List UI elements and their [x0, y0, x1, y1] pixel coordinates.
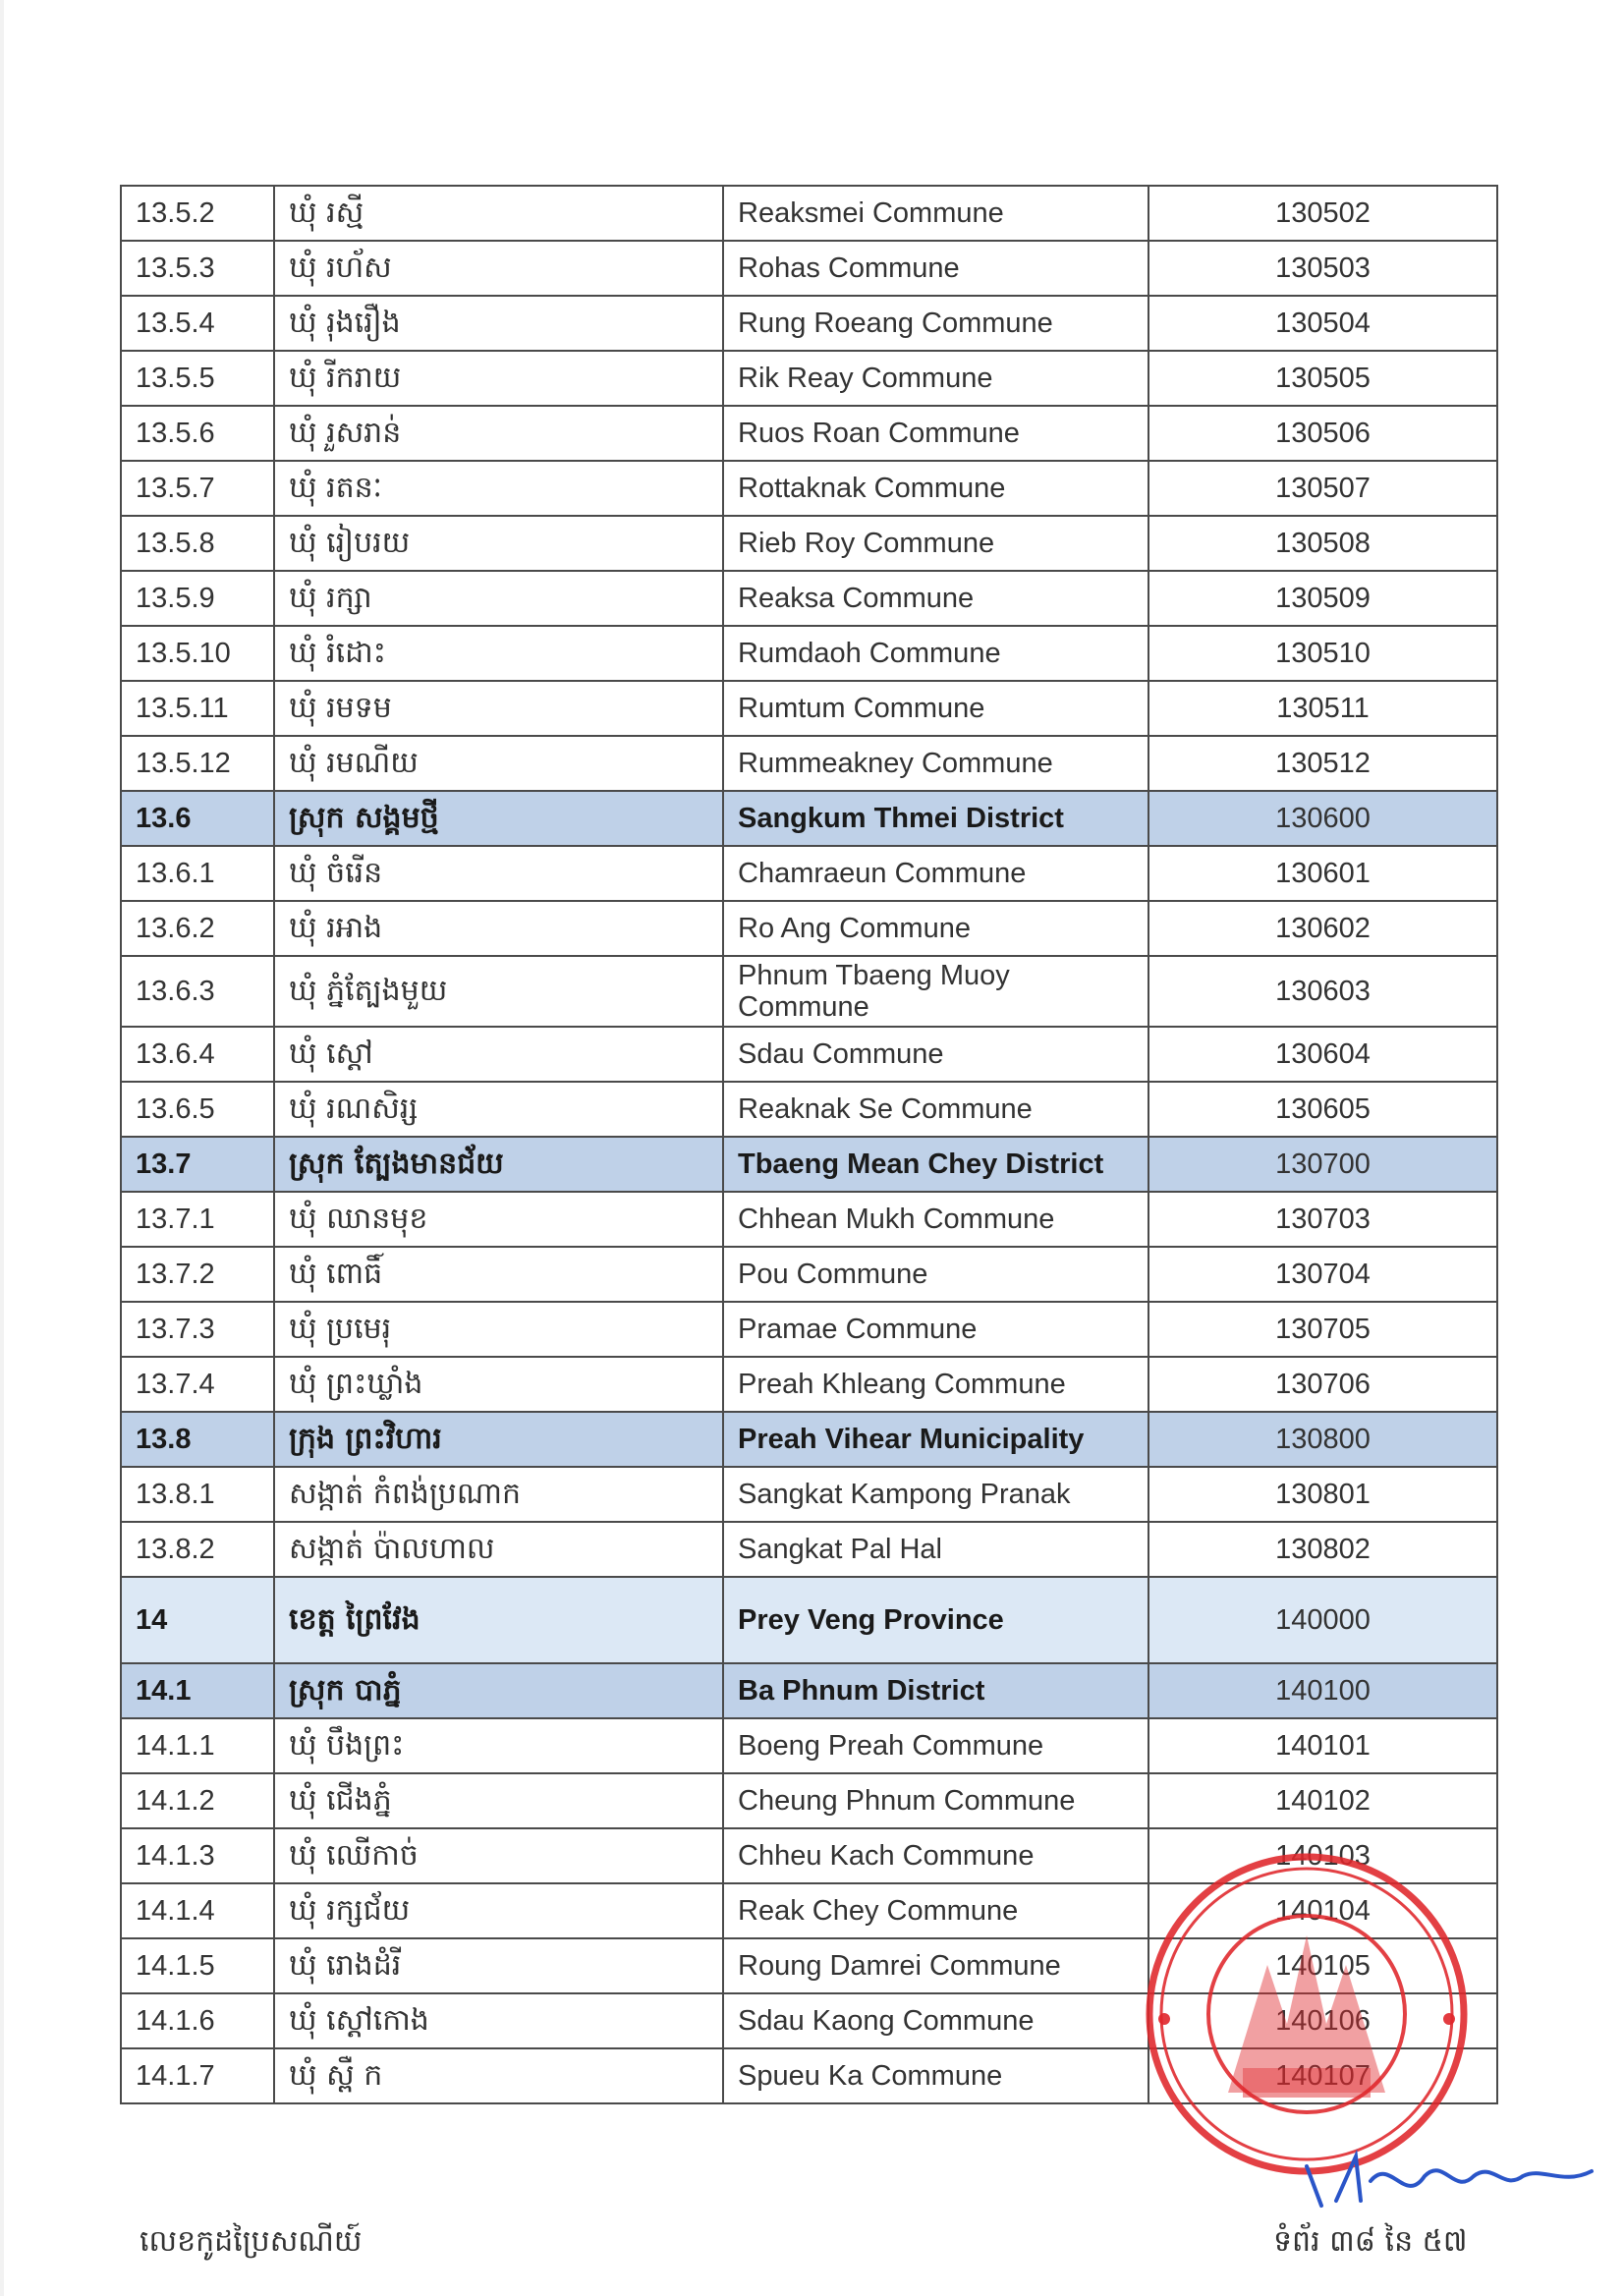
postal-code: 130704: [1148, 1247, 1497, 1302]
row-number: 13.5.10: [121, 626, 274, 681]
commune-row: [121, 2048, 1497, 2103]
commune-row: [121, 901, 1497, 956]
commune-row: [121, 1883, 1497, 1938]
khmer-name: ឃុំ រៀបរយ: [274, 516, 723, 571]
commune-row: [121, 296, 1497, 351]
commune-row: [121, 516, 1497, 571]
commune-row: [121, 626, 1497, 681]
english-name: Phnum Tbaeng Muoy Commune: [723, 956, 1148, 1027]
english-name: Prey Veng Province: [723, 1577, 1148, 1663]
postal-code: 130508: [1148, 516, 1497, 571]
row-number: 13.8.2: [121, 1522, 274, 1577]
khmer-name: ឃុំ ឈានមុខ: [274, 1192, 723, 1247]
postal-code: 140107: [1148, 2048, 1497, 2103]
row-number: 13.6: [121, 791, 274, 846]
khmer-name: ឃុំ រមណីយ: [274, 736, 723, 791]
row-number: 13.5.6: [121, 406, 274, 461]
postal-code: 130601: [1148, 846, 1497, 901]
row-number: 14.1.4: [121, 1883, 274, 1938]
english-name: Reaksmei Commune: [723, 186, 1148, 241]
khmer-name: ឃុំ រស្មី: [274, 186, 723, 241]
commune-row: [121, 846, 1497, 901]
row-number: 13.5.11: [121, 681, 274, 736]
row-number: 14.1.3: [121, 1828, 274, 1883]
khmer-name: ឃុំ រក្សជ័យ: [274, 1883, 723, 1938]
khmer-name: ឃុំ ស្តៅ: [274, 1027, 723, 1082]
commune-row: [121, 1467, 1497, 1522]
row-number: 13.5.5: [121, 351, 274, 406]
khmer-name: ឃុំ រហ័ស: [274, 241, 723, 296]
row-number: 14.1.2: [121, 1773, 274, 1828]
commune-row: [121, 241, 1497, 296]
district-row: [121, 1663, 1497, 1718]
row-number: 13.7.1: [121, 1192, 274, 1247]
commune-row: [121, 1247, 1497, 1302]
commune-row: [121, 1357, 1497, 1412]
commune-row: [121, 1773, 1497, 1828]
english-name: Chamraeun Commune: [723, 846, 1148, 901]
english-name: Rumtum Commune: [723, 681, 1148, 736]
english-name: Pou Commune: [723, 1247, 1148, 1302]
postal-code: 140000: [1148, 1577, 1497, 1663]
english-name: Chhean Mukh Commune: [723, 1192, 1148, 1247]
district-row: [121, 1412, 1497, 1467]
english-name: Sangkat Kampong Pranak: [723, 1467, 1148, 1522]
english-name: Sangkum Thmei District: [723, 791, 1148, 846]
row-number: 13.6.5: [121, 1082, 274, 1137]
postal-code: 130509: [1148, 571, 1497, 626]
commune-row: [121, 351, 1497, 406]
postal-code: 140100: [1148, 1663, 1497, 1718]
commune-row: [121, 1938, 1497, 1993]
postal-code: 130700: [1148, 1137, 1497, 1192]
khmer-name: ឃុំ រក្សា: [274, 571, 723, 626]
english-name: Ba Phnum District: [723, 1663, 1148, 1718]
row-number: 13.5.2: [121, 186, 274, 241]
postal-code: 130603: [1148, 956, 1497, 1027]
commune-row: [121, 1718, 1497, 1773]
postal-code: 130503: [1148, 241, 1497, 296]
english-name: Chheu Kach Commune: [723, 1828, 1148, 1883]
postal-code: 130504: [1148, 296, 1497, 351]
commune-row: [121, 736, 1497, 791]
khmer-name: ឃុំ ស្ដៅកោង: [274, 1993, 723, 2048]
row-number: 13.7: [121, 1137, 274, 1192]
commune-row: [121, 406, 1497, 461]
commune-row: [121, 1192, 1497, 1247]
row-number: 13.8.1: [121, 1467, 274, 1522]
postal-code: 140103: [1148, 1828, 1497, 1883]
khmer-name: ឃុំ ព្រះឃ្លាំង: [274, 1357, 723, 1412]
english-name: Boeng Preah Commune: [723, 1718, 1148, 1773]
postal-code: 130604: [1148, 1027, 1497, 1082]
postal-code: 130502: [1148, 186, 1497, 241]
khmer-name: ឃុំ ស្ពឺ ក: [274, 2048, 723, 2103]
row-number: 13.6.3: [121, 956, 274, 1027]
english-name: Rik Reay Commune: [723, 351, 1148, 406]
english-name: Rottaknak Commune: [723, 461, 1148, 516]
row-number: 13.6.1: [121, 846, 274, 901]
postal-code: 130511: [1148, 681, 1497, 736]
english-name: Preah Vihear Municipality: [723, 1412, 1148, 1467]
khmer-name: ឃុំ រណសិរ្ស: [274, 1082, 723, 1137]
row-number: 13.5.4: [121, 296, 274, 351]
commune-row: [121, 1027, 1497, 1082]
khmer-name: ឃុំ ជើងភ្នំ: [274, 1773, 723, 1828]
commune-row: [121, 1993, 1497, 2048]
commune-row: [121, 1828, 1497, 1883]
row-number: 13.5.9: [121, 571, 274, 626]
postal-code-table: [120, 185, 1498, 2104]
khmer-name: ស្រុក បាភ្នំ: [274, 1663, 723, 1718]
khmer-name: ឃុំ ពោធិ៍: [274, 1247, 723, 1302]
khmer-name: ឃុំ ប្រមេរុ: [274, 1302, 723, 1357]
row-number: 13.7.4: [121, 1357, 274, 1412]
postal-code: 140104: [1148, 1883, 1497, 1938]
row-number: 13.5.3: [121, 241, 274, 296]
english-name: Rummeakney Commune: [723, 736, 1148, 791]
postal-code: 140101: [1148, 1718, 1497, 1773]
postal-code: 130505: [1148, 351, 1497, 406]
english-name: Roung Damrei Commune: [723, 1938, 1148, 1993]
khmer-name: ឃុំ រីករាយ: [274, 351, 723, 406]
postal-code: 130705: [1148, 1302, 1497, 1357]
postal-code: 130802: [1148, 1522, 1497, 1577]
row-number: 13.5.7: [121, 461, 274, 516]
signature: [1297, 2147, 1611, 2215]
khmer-name: ឃុំ បឹងព្រះ: [274, 1718, 723, 1773]
row-number: 13.6.2: [121, 901, 274, 956]
postal-code: 130600: [1148, 791, 1497, 846]
english-name: Reaknak Se Commune: [723, 1082, 1148, 1137]
khmer-name: ឃុំ ភ្នំត្បែងមួយ: [274, 956, 723, 1027]
postal-code: 130703: [1148, 1192, 1497, 1247]
postal-code: 130506: [1148, 406, 1497, 461]
postal-code: 130706: [1148, 1357, 1497, 1412]
khmer-name: ក្រុង ព្រះវិហារ: [274, 1412, 723, 1467]
commune-row: [121, 461, 1497, 516]
khmer-name: ឃុំ រួសរាន់: [274, 406, 723, 461]
postal-code: 140102: [1148, 1773, 1497, 1828]
footer-postal-code-label: លេខកូដប្រៃសណីយ៍: [140, 2224, 363, 2259]
khmer-name: សង្កាត់ កំពង់ប្រណាក: [274, 1467, 723, 1522]
commune-row: [121, 1302, 1497, 1357]
khmer-name: ឃុំ រមទម: [274, 681, 723, 736]
commune-row: [121, 681, 1497, 736]
khmer-name: ស្រុក សង្គមថ្មី: [274, 791, 723, 846]
english-name: Cheung Phnum Commune: [723, 1773, 1148, 1828]
english-name: Rohas Commune: [723, 241, 1148, 296]
postal-code: 130510: [1148, 626, 1497, 681]
row-number: 14: [121, 1577, 274, 1663]
row-number: 13.5.12: [121, 736, 274, 791]
page-number: ទំព័រ ៣៨ នៃ ៥៧: [1273, 2224, 1468, 2259]
postal-code: 130801: [1148, 1467, 1497, 1522]
postal-code: 130602: [1148, 901, 1497, 956]
english-name: Rieb Roy Commune: [723, 516, 1148, 571]
khmer-name: ឃុំ ចំរើន: [274, 846, 723, 901]
table-body: [121, 186, 1497, 2103]
commune-row: [121, 186, 1497, 241]
row-number: 14.1.1: [121, 1718, 274, 1773]
english-name: Reak Chey Commune: [723, 1883, 1148, 1938]
english-name: Reaksa Commune: [723, 571, 1148, 626]
english-name: Spueu Ka Commune: [723, 2048, 1148, 2103]
english-name: Rumdaoh Commune: [723, 626, 1148, 681]
postal-code: 140106: [1148, 1993, 1497, 2048]
district-row: [121, 1137, 1497, 1192]
row-number: 13.7.3: [121, 1302, 274, 1357]
row-number: 13.8: [121, 1412, 274, 1467]
province-row: [121, 1577, 1497, 1663]
english-name: Sangkat Pal Hal: [723, 1522, 1148, 1577]
khmer-name: ឃុំ រតនៈ: [274, 461, 723, 516]
commune-row: [121, 956, 1497, 1027]
commune-row: [121, 1522, 1497, 1577]
khmer-name: ឃុំ រំដោះ: [274, 626, 723, 681]
row-number: 13.6.4: [121, 1027, 274, 1082]
english-name: Ro Ang Commune: [723, 901, 1148, 956]
english-name: Tbaeng Mean Chey District: [723, 1137, 1148, 1192]
page-edge: [0, 0, 4, 2296]
district-row: [121, 791, 1497, 846]
english-name: Rung Roeang Commune: [723, 296, 1148, 351]
commune-row: [121, 571, 1497, 626]
english-name: Ruos Roan Commune: [723, 406, 1148, 461]
english-name: Sdau Kaong Commune: [723, 1993, 1148, 2048]
commune-row: [121, 1082, 1497, 1137]
row-number: 13.5.8: [121, 516, 274, 571]
khmer-name: ខេត្ត ព្រៃវែង: [274, 1577, 723, 1663]
row-number: 13.7.2: [121, 1247, 274, 1302]
row-number: 14.1.5: [121, 1938, 274, 1993]
khmer-name: ឃុំ ឈើកាច់: [274, 1828, 723, 1883]
postal-code: 130605: [1148, 1082, 1497, 1137]
english-name: Preah Khleang Commune: [723, 1357, 1148, 1412]
english-name: Pramae Commune: [723, 1302, 1148, 1357]
english-name: Sdau Commune: [723, 1027, 1148, 1082]
khmer-name: ស្រុក ត្បែងមានជ័យ: [274, 1137, 723, 1192]
postal-code: 140105: [1148, 1938, 1497, 1993]
row-number: 14.1.7: [121, 2048, 274, 2103]
postal-code: 130800: [1148, 1412, 1497, 1467]
khmer-name: ឃុំ រុងរឿង: [274, 296, 723, 351]
khmer-name: សង្កាត់ ប៉ាលហាល: [274, 1522, 723, 1577]
row-number: 14.1.6: [121, 1993, 274, 2048]
khmer-name: ឃុំ រអាង: [274, 901, 723, 956]
row-number: 14.1: [121, 1663, 274, 1718]
postal-code: 130507: [1148, 461, 1497, 516]
postal-code: 130512: [1148, 736, 1497, 791]
khmer-name: ឃុំ រោងដំរី: [274, 1938, 723, 1993]
